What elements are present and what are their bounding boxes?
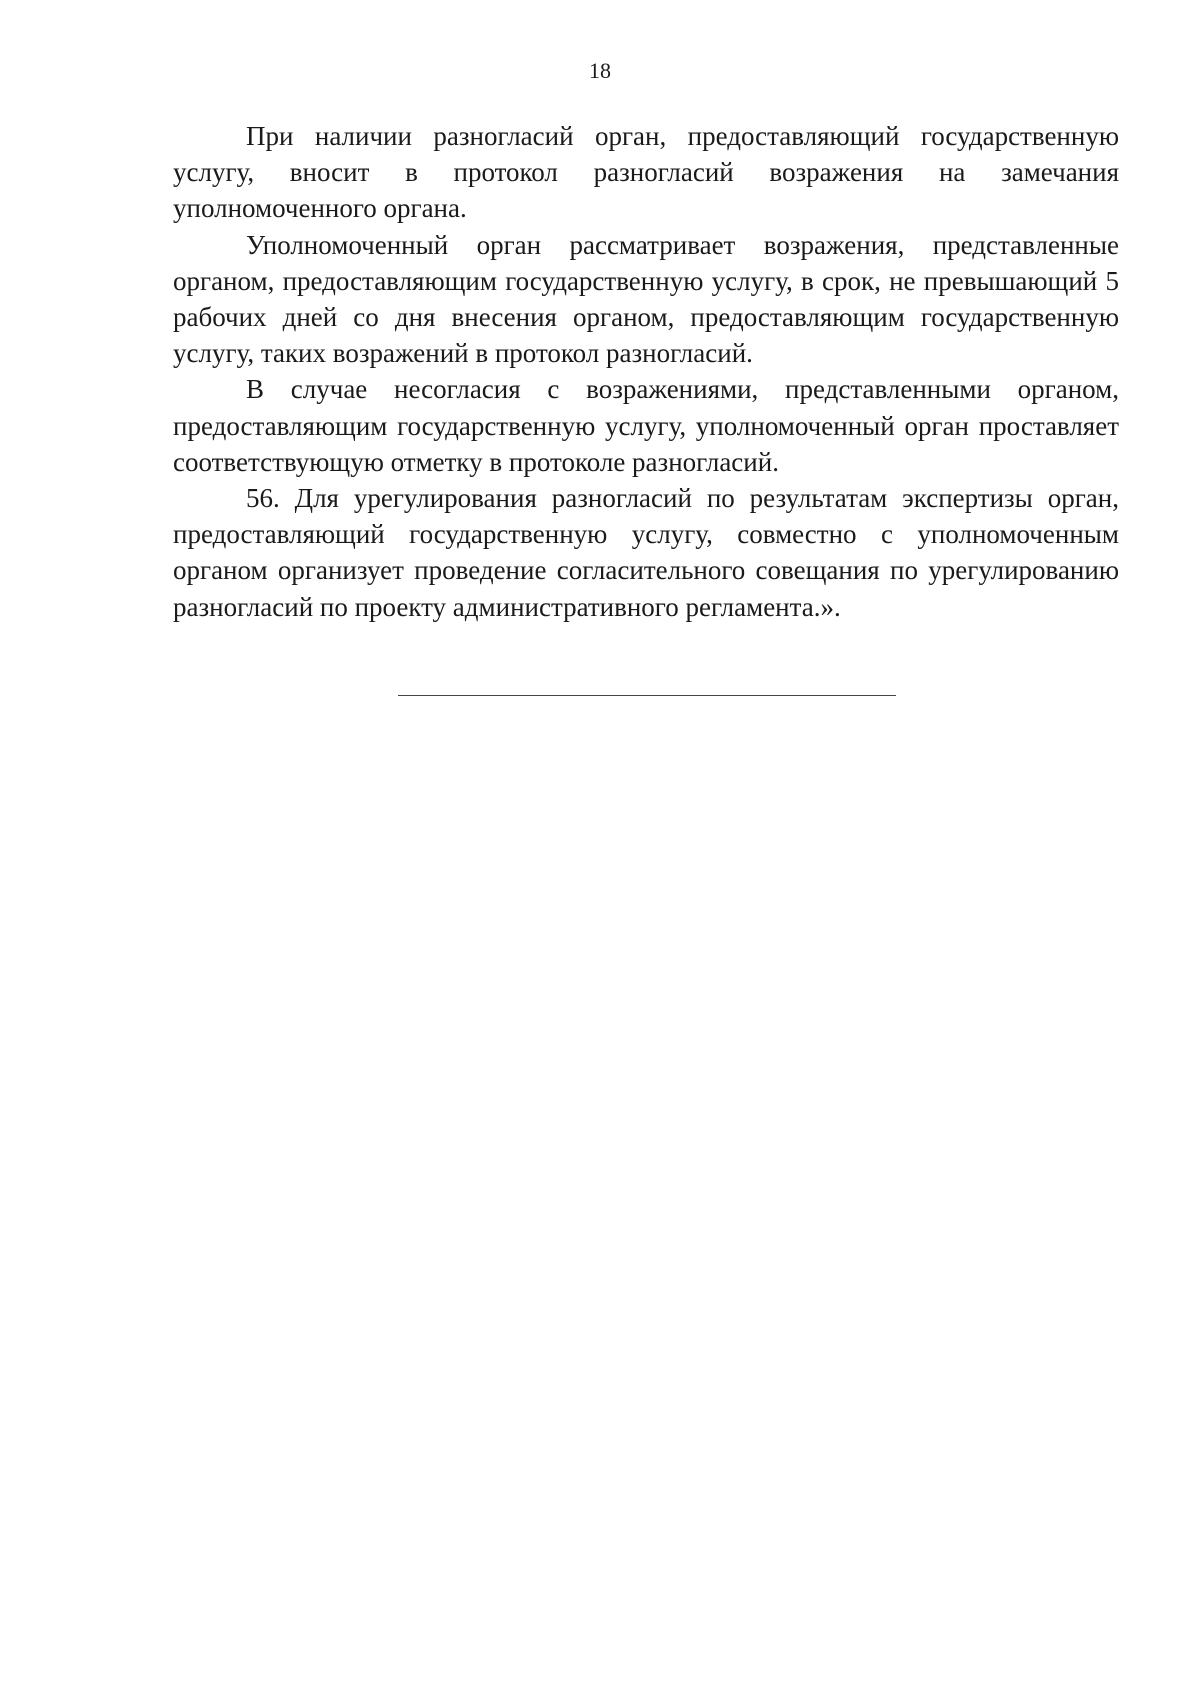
paragraph-disagreement-mark: В случае несогласия с возражениями, представленными органом, предоставляющим государственную услугу, уполномоченный орган проставляет соответствующую отметку в протоколе разногласий. bbox=[173, 374, 1119, 477]
end-of-text-divider bbox=[398, 695, 896, 696]
paragraph-disagreement-objections: При наличии разногласий орган, предоставляющий государственную услугу, вносит в протокол разногласий возражения на замечания уполномоченного органа. bbox=[173, 121, 1119, 224]
paragraph-review-deadline: Уполномоченный орган рассматривает возражения, представленные органом, предоставляющим государственную услугу, в срок, не превышающий 5 рабочих дней со дня внесения органом, предоставляющим государственную услугу, таких возражений в протокол разногласий. bbox=[173, 229, 1119, 369]
paragraph-56-conciliation-meeting: 56. Для урегулирования разногласий по результатам экспертизы орган, предоставляющий государственную услугу, совместно с уполномоченным органом организует проведение согласительного совещания по урегулированию разногласий по проекту административного регламента.». bbox=[173, 483, 1119, 622]
document-body bbox=[173, 118, 1119, 625]
page-number: 18 bbox=[589, 58, 611, 83]
